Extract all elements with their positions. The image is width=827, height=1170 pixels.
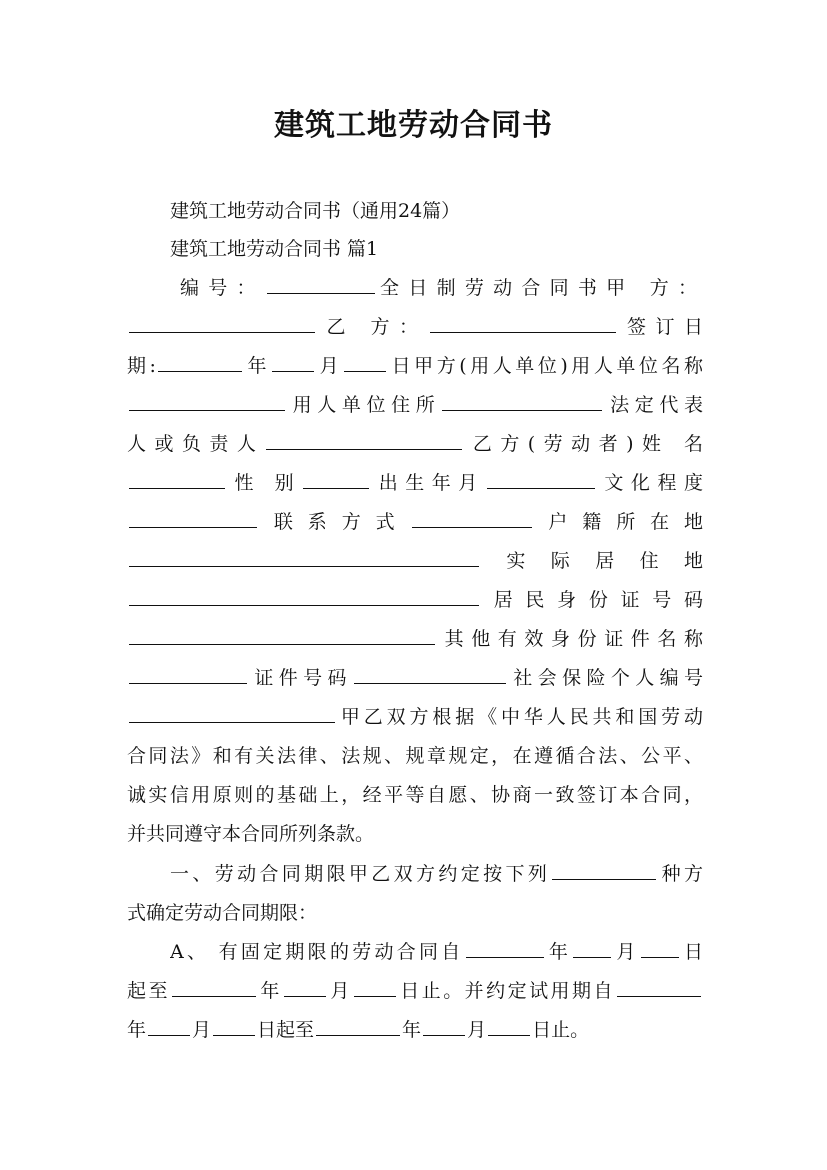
party-b-blank[interactable] [430,310,616,333]
other-id-blank[interactable] [129,661,247,684]
number-blank[interactable] [267,271,375,294]
education-label: 文化程度 [596,472,703,494]
contract-line-4 [127,386,703,425]
start-day-blank[interactable] [641,935,679,958]
start-day-label: 日 [680,941,703,963]
other-id-label: 其他有效身份证件名称 [437,628,703,650]
term-clause-text-2: 式确定劳动合同期限： [127,902,318,924]
contract-line-14 [127,776,703,815]
legal-rep-blank[interactable] [266,427,462,450]
probation-text: 日止。并约定试用期自 [397,980,615,1002]
subtitle-line [170,192,703,231]
birth-blank[interactable] [487,466,595,489]
social-insurance-label: 社会保险个人编号 [507,667,703,689]
employee-name-blank[interactable] [129,466,225,489]
number-label: 编号： [180,277,265,299]
month-blank[interactable] [272,349,314,372]
start-year-label: 年 [545,941,572,963]
contract-line-3 [127,347,703,386]
end-month-blank[interactable] [284,974,326,997]
subtitle: 建筑工地劳动合同书（通用24篇） [170,200,461,222]
probation-end-label: 日止。 [532,1019,590,1041]
probation-end-year-label: 年 [402,1019,422,1041]
employer-address-blank[interactable] [442,388,602,411]
contract-line-15 [127,815,703,854]
residence-blank[interactable] [129,583,479,606]
employee-name-label: 乙方(劳动者)姓 名 [464,433,703,455]
document-title: 建筑工地劳动合同书 [274,108,553,143]
year-label: 年 [243,355,271,377]
until-label: 起至 [127,980,170,1002]
probation-year-label: 年 [127,1019,147,1041]
contact-blank[interactable] [412,505,532,528]
contract-line-1 [180,269,703,308]
probation-end-month-label: 月 [467,1019,487,1041]
contract-line-17 [127,894,703,933]
cert-number-blank[interactable] [354,661,506,684]
contract-line-9 [127,581,703,620]
contract-line-20 [127,1011,703,1050]
end-year-blank[interactable] [172,974,256,997]
gender-label: 性 别 [227,472,302,494]
probation-end-day-blank[interactable] [488,1013,530,1036]
end-month-label: 月 [327,980,352,1002]
cert-number-label: 证件号码 [249,667,352,689]
contract-line-12 [127,698,703,737]
fixed-term-label: A、 有固定期限的劳动合同自 [170,941,464,963]
probation-start-until-label: 日起至 [257,1019,315,1041]
start-month-blank[interactable] [573,935,611,958]
contract-line-10 [127,620,703,659]
contract-line-7 [127,503,703,542]
party-b-label: 乙 方： [317,316,428,338]
birth-label: 出生年月 [371,472,485,494]
term-clause-suffix: 种方 [658,863,703,885]
date-label: 期: [127,355,156,377]
term-clause-text: 一、劳动合同期限甲乙双方约定按下列 [170,863,551,885]
party-a-blank[interactable] [129,310,315,333]
month-label: 月 [316,355,343,377]
household-label: 户籍所在地 [533,511,703,533]
id-number-label: 居民身份证号码 [481,589,703,611]
probation-end-month-blank[interactable] [423,1013,465,1036]
start-year-blank[interactable] [466,935,544,958]
end-day-blank[interactable] [354,974,396,997]
social-insurance-blank[interactable] [129,700,335,723]
probation-month-label: 月 [192,1019,212,1041]
end-year-label: 年 [257,980,282,1002]
probation-end-year-blank[interactable] [316,1013,400,1036]
employer-name-label: 日甲方(用人单位)用人单位名称 [388,355,703,377]
contract-line-11 [127,659,703,698]
agreement-text-4: 并共同遵守本合同所列条款。 [127,823,375,845]
contract-line-6 [127,464,703,503]
responsible-person-label: 人或负责人 [127,433,265,455]
contract-line-18 [170,933,703,972]
section-heading: 建筑工地劳动合同书 篇1 [170,238,379,260]
probation-year-blank[interactable] [617,974,701,997]
contract-line-2 [127,308,703,347]
agreement-text-1: 甲乙双方根据《中华人民共和国劳动 [337,706,703,728]
start-month-label: 月 [613,941,639,963]
sign-date-label: 签订日 [617,316,703,338]
probation-month-blank[interactable] [148,1013,190,1036]
household-blank[interactable] [129,544,479,567]
contract-line-13 [127,737,703,776]
contract-line-19 [127,972,703,1011]
employer-name-blank[interactable] [129,388,285,411]
agreement-text-2: 合同法》和有关法律、法规、规章规定，在遵循合法、公平、 [127,745,703,767]
contract-line-8 [127,542,703,581]
education-blank[interactable] [129,505,257,528]
id-number-blank[interactable] [129,622,435,645]
day-blank[interactable] [344,349,386,372]
contract-header-text: 全日制劳动合同书甲 方： [376,277,703,299]
probation-day-blank[interactable] [213,1013,255,1036]
contact-label: 联系方式 [259,511,410,533]
contract-line-16 [170,855,703,894]
term-type-blank[interactable] [552,857,656,880]
year-blank[interactable] [158,349,242,372]
section-heading-line [170,230,703,269]
gender-blank[interactable] [303,466,369,489]
employer-address-label: 用人单位住所 [287,394,441,416]
contract-line-5 [127,425,703,464]
legal-rep-label: 法定代表 [604,394,703,416]
agreement-text-3: 诚实信用原则的基础上，经平等自愿、协商一致签订本合同， [127,784,703,806]
residence-label: 实际居住地 [481,550,703,572]
